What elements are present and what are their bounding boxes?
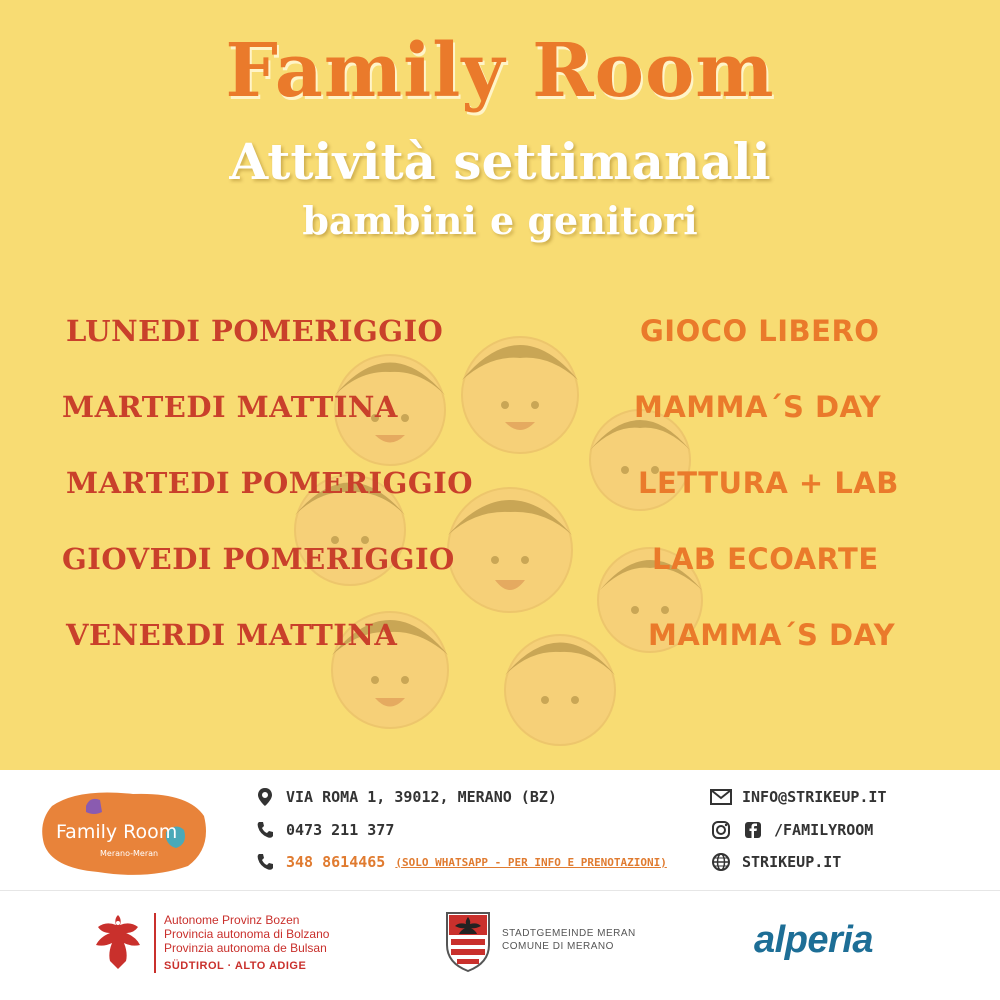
logo-text: Family Room (56, 821, 178, 843)
whatsapp-note: (SOLO WHATSAPP - PER INFO E PRENOTAZIONI) (395, 855, 667, 869)
website-text[interactable]: STRIKEUP.IT (742, 853, 842, 871)
alperia-logo: alperia (754, 919, 874, 961)
schedule-activity: MAMMA´S DAY (648, 618, 896, 652)
email-text[interactable]: INFO@STRIKEUP.IT (742, 788, 887, 806)
poster-subtitle: Attività settimanali (229, 132, 771, 191)
instagram-icon (710, 820, 732, 840)
poster-subtitle-audience: bambini e genitori (302, 198, 698, 243)
contact-bar (0, 770, 1000, 890)
mail-icon (710, 787, 732, 807)
whatsapp-number[interactable]: 348 8614465 (286, 853, 386, 871)
whatsapp-phone-icon (254, 852, 276, 872)
schedule-row (0, 542, 1000, 592)
email-line (710, 787, 887, 807)
social-line (710, 820, 873, 840)
social-handle[interactable]: /FAMILYROOM (774, 821, 874, 839)
phone-line (254, 820, 394, 840)
city-line-de: STADTGEMEINDE MERAN (502, 928, 636, 939)
children-illustration (270, 300, 710, 770)
schedule-activity: GIOCO LIBERO (640, 314, 880, 348)
tyrolean-eagle-icon (92, 911, 144, 973)
poster-title: Family Room (225, 28, 775, 114)
province-line-it: Provincia autonoma di Bolzano (164, 927, 330, 941)
schedule-activity: LETTURA + LAB (638, 466, 899, 500)
city-line-it: COMUNE DI MERANO (502, 941, 614, 952)
schedule-activity: MAMMA´S DAY (634, 390, 882, 424)
phone-text[interactable]: 0473 211 377 (286, 821, 395, 839)
schedule-day: MARTEDI MATTINA (62, 390, 398, 424)
address-text: VIA ROMA 1, 39012, MERANO (BZ) (286, 788, 557, 806)
province-region: SÜDTIROL · ALTO ADIGE (164, 960, 307, 972)
facebook-icon (742, 820, 764, 840)
location-pin-icon (254, 787, 276, 807)
website-line (710, 852, 841, 872)
merano-text (502, 927, 636, 953)
province-line-lad: Provinzia autonoma de Bulsan (164, 941, 327, 955)
schedule-row (0, 390, 1000, 440)
schedule-day: GIOVEDI POMERIGGIO (62, 542, 455, 576)
schedule-day: MARTEDI POMERIGGIO (66, 466, 473, 500)
province-line-de: Autonome Provinz Bozen (164, 913, 300, 927)
phone-icon (254, 820, 276, 840)
schedule-day: VENERDI MATTINA (66, 618, 398, 652)
globe-icon (710, 852, 732, 872)
merano-coat-of-arms-icon (443, 909, 493, 973)
address-line (254, 787, 557, 807)
schedule-row (0, 466, 1000, 516)
schedule-day: LUNEDI POMERIGGIO (66, 314, 444, 348)
schedule-activity: LAB ECOARTE (652, 542, 879, 576)
whatsapp-line (254, 852, 667, 872)
family-room-logo (38, 788, 210, 876)
schedule-row (0, 618, 1000, 668)
schedule-row (0, 314, 1000, 364)
logo-tagline: Merano-Meran (100, 849, 159, 858)
province-text (154, 913, 329, 973)
sponsor-bar (0, 890, 1000, 1000)
